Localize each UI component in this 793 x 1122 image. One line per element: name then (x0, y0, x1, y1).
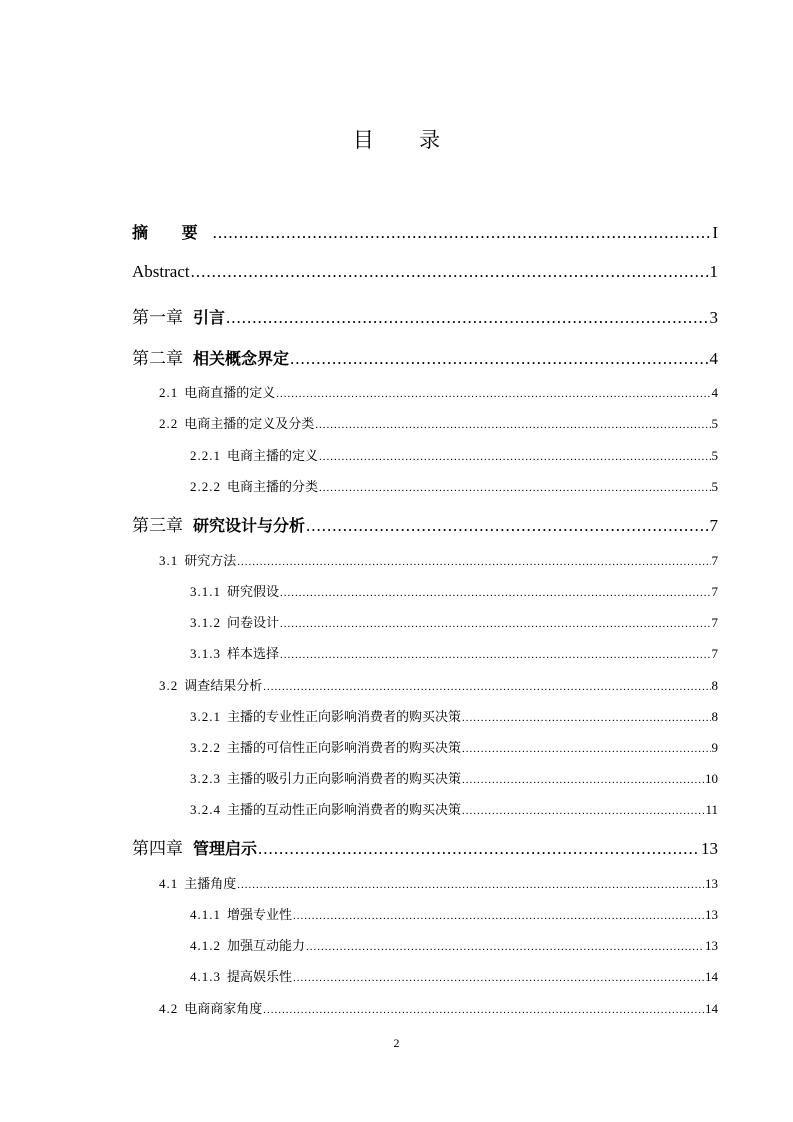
toc-leader-dots (306, 516, 708, 536)
toc-entry-text: 研究假设 (227, 584, 280, 599)
toc-leader-dots (290, 349, 708, 369)
toc-entry-number: 4.1 (159, 876, 179, 891)
toc-entry-number: 4.1.3 (190, 969, 221, 984)
toc-leader-dots (280, 649, 710, 661)
toc-entry-subsection[interactable] (190, 904, 718, 923)
toc-leader-dots (315, 419, 710, 431)
toc-entry-text: 主播的吸引力正向影响消费者的购买决策 (227, 771, 462, 786)
toc-leader-dots (462, 774, 704, 786)
toc-leader-dots (263, 681, 710, 693)
toc-entry-number: 2.2.1 (190, 448, 221, 463)
toc-entry-number: 第一章 (132, 308, 183, 327)
toc-page-number: 4 (709, 349, 718, 368)
toc-entry-chapter-1[interactable] (132, 303, 718, 328)
toc-page-number: 11 (705, 802, 718, 817)
toc-entry-abstract-en[interactable] (132, 262, 718, 282)
toc-page-number: 13 (705, 938, 718, 953)
toc-leader-dots (237, 879, 704, 891)
toc-page-number: 5 (711, 479, 718, 494)
toc-entry-subsection[interactable] (190, 476, 718, 495)
toc-entry-section[interactable] (159, 550, 718, 569)
toc-entry-number: 2.2.2 (190, 479, 221, 494)
toc-entry-text: 电商商家角度 (184, 1001, 263, 1016)
toc-leader-dots (237, 556, 710, 568)
toc-entry-number: 3.1.2 (190, 615, 221, 630)
toc-entry-number: 3.2.3 (190, 771, 221, 786)
toc-entry-abstract-cn[interactable] (132, 220, 718, 243)
toc-page-number: 14 (705, 1001, 718, 1016)
toc-leader-dots (263, 1004, 704, 1016)
toc-entry-text: 电商主播的分类 (227, 479, 319, 494)
toc-entry-text: 摘 要 (132, 223, 212, 242)
toc-page-number: 13 (705, 907, 718, 922)
toc-entry-text: 电商主播的定义及分类 (184, 416, 315, 431)
toc-page-number: 5 (711, 448, 718, 463)
toc-page-number: 9 (711, 740, 718, 755)
toc-entry-number: 3.1.3 (190, 646, 221, 661)
toc-entry-number: 4.2 (159, 1001, 179, 1016)
toc-entry-section[interactable] (159, 998, 718, 1017)
toc-entry-number: 3.2.4 (190, 802, 221, 817)
toc-entry-number: 2.1 (159, 385, 179, 400)
toc-entry-section[interactable] (159, 873, 718, 892)
toc-entry-text: 电商直播的定义 (184, 385, 276, 400)
toc-entry-number: 4.1.1 (190, 907, 221, 922)
toc-entry-text: 主播的可信性正向影响消费者的购买决策 (227, 740, 462, 755)
toc-entry-number: 4.1.2 (190, 938, 221, 953)
toc-entry-text: Abstract (132, 262, 190, 281)
toc-page-number: 10 (705, 771, 718, 786)
toc-entry-subsection[interactable] (190, 581, 718, 600)
toc-leader-dots (280, 618, 710, 630)
toc-entry-subsection[interactable] (190, 935, 718, 954)
toc-leader-dots (213, 223, 712, 243)
toc-entry-text: 电商主播的定义 (227, 448, 319, 463)
toc-entry-text: 主播角度 (184, 876, 237, 891)
footer-page-number: 2 (393, 1036, 400, 1050)
toc-entry-text: 样本选择 (227, 646, 280, 661)
toc-entry-chapter-3[interactable] (132, 511, 718, 536)
toc-entry-number: 3.1 (159, 553, 179, 568)
toc-entry-text: 问卷设计 (227, 615, 280, 630)
toc-page-number: 4 (711, 385, 718, 400)
toc-leader-dots (462, 712, 710, 724)
toc-entry-number: 第二章 (132, 349, 183, 368)
toc-entry-chapter-4[interactable] (132, 834, 718, 859)
toc-entry-section[interactable] (159, 413, 718, 432)
toc-entry-text: 相关概念界定 (193, 349, 290, 368)
toc-leader-dots (462, 743, 710, 755)
toc-entry-subsection[interactable] (190, 799, 718, 818)
toc-leader-dots (280, 587, 710, 599)
toc-entry-section[interactable] (159, 675, 718, 694)
toc-entry-subsection[interactable] (190, 612, 718, 631)
toc-entry-number: 2.2 (159, 416, 179, 431)
toc-entry-number: 第四章 (132, 839, 183, 858)
toc-page-number: I (712, 223, 718, 242)
toc-page-number: 5 (711, 416, 718, 431)
toc-entry-number: 第三章 (132, 516, 183, 535)
toc-leader-dots (462, 805, 704, 817)
toc-page-number: 13 (701, 839, 718, 858)
page-title: 目 录 (352, 128, 461, 152)
toc-entry-text: 提高娱乐性 (227, 969, 293, 984)
toc-entry-text: 加强互动能力 (227, 938, 306, 953)
toc-page-number: 14 (705, 969, 718, 984)
toc-leader-dots (319, 451, 710, 463)
toc-leader-dots (191, 262, 709, 282)
toc-leader-dots (293, 972, 704, 984)
toc-entry-text: 研究方法 (184, 553, 237, 568)
toc-entry-text: 管理启示 (193, 839, 258, 858)
toc-page-number: 8 (711, 678, 718, 693)
toc-entry-chapter-2[interactable] (132, 344, 718, 369)
toc-leader-dots (258, 839, 700, 859)
toc-entry-text: 主播的互动性正向影响消费者的购买决策 (227, 802, 462, 817)
toc-page-number: 1 (709, 262, 718, 281)
toc-page-number: 7 (711, 553, 718, 568)
toc-page-number: 13 (705, 876, 718, 891)
toc-leader-dots (306, 941, 704, 953)
toc-entry-text: 调查结果分析 (184, 678, 263, 693)
toc-page-number: 3 (709, 308, 718, 327)
toc-leader-dots (226, 308, 708, 328)
toc-entry-subsection[interactable] (190, 445, 718, 464)
toc-leader-dots (276, 388, 710, 400)
toc-page-number: 7 (709, 516, 718, 535)
toc-entry-number: 3.2.2 (190, 740, 221, 755)
toc-entry-text: 研究设计与分析 (193, 516, 306, 535)
toc-entry-number: 3.2.1 (190, 709, 221, 724)
toc-entry-subsection[interactable] (190, 706, 718, 725)
toc-entry-text: 引言 (193, 308, 226, 327)
toc-entry-number: 3.2 (159, 678, 179, 693)
toc-entry-text: 主播的专业性正向影响消费者的购买决策 (227, 709, 462, 724)
toc-leader-dots (293, 910, 704, 922)
toc-page-number: 7 (711, 584, 718, 599)
toc-entry-number: 3.1.1 (190, 584, 221, 599)
toc-page-number: 7 (711, 615, 718, 630)
toc-leader-dots (319, 482, 710, 494)
toc-page-number: 7 (711, 646, 718, 661)
toc-entry-text: 增强专业性 (227, 907, 293, 922)
toc-page-number: 8 (711, 709, 718, 724)
toc-entry-subsection[interactable] (190, 966, 718, 985)
toc-entry-subsection[interactable] (190, 768, 718, 787)
toc-entry-subsection[interactable] (190, 643, 718, 662)
toc-entry-section[interactable] (159, 382, 718, 401)
toc-entry-subsection[interactable] (190, 737, 718, 756)
